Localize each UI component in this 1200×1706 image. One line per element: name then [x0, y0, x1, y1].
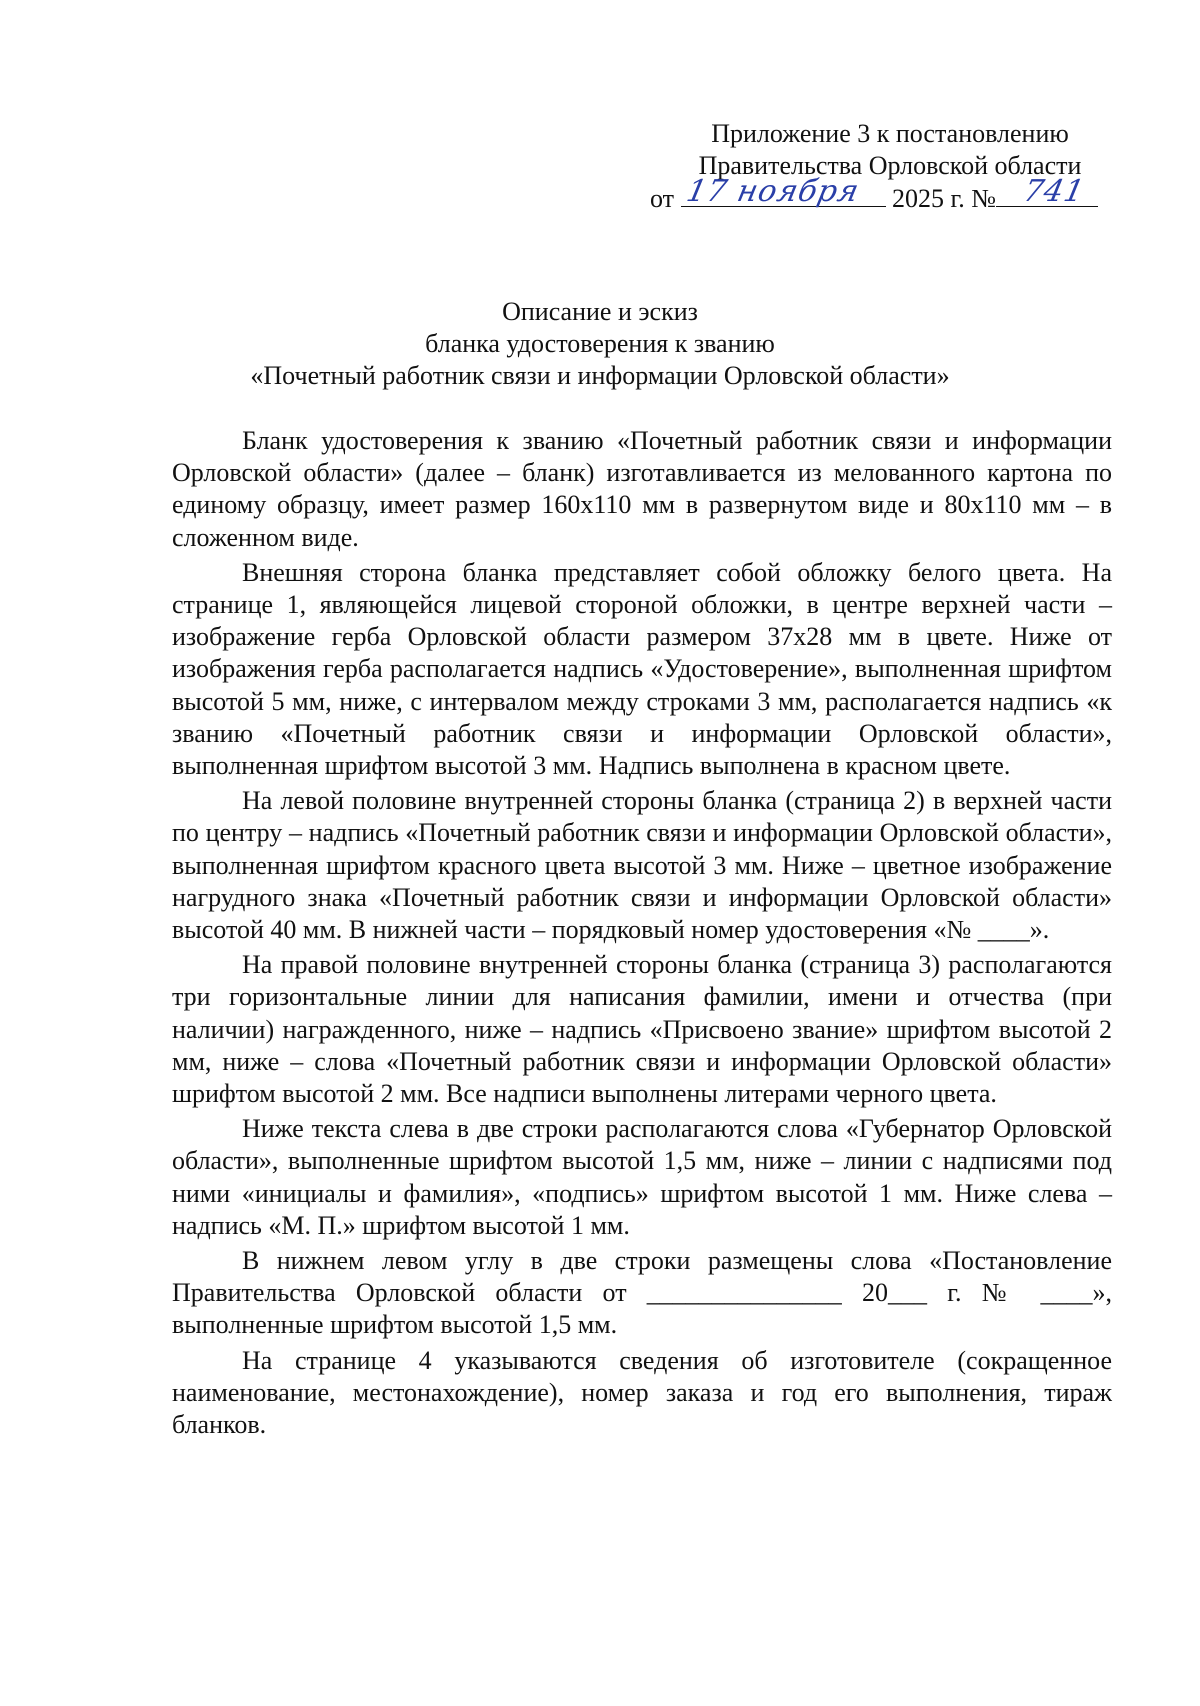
document-body — [172, 425, 1112, 1444]
title-line-1: Описание и эскиз — [502, 297, 698, 326]
title-line-2: бланка удостоверения к званию — [425, 329, 775, 358]
number-blank — [996, 174, 1098, 209]
paragraph: В нижнем левом углу в две строки размещены слова «Постановление Правительства Орловской области от _______________ 20___ г. № ____», выполненные шрифтом высотой 1,5 мм. — [172, 1246, 1112, 1340]
title-line-3: «Почетный работник связи и информации Орловской области» — [250, 361, 950, 390]
handwritten-date: 17 ноября — [682, 174, 863, 209]
paragraph: На странице 4 указываются сведения об изготовителе (сокращенное наименование, местонахождение), номер заказа и год его выполнения, тираж бланков. — [172, 1345, 1112, 1440]
appendix-date-line — [600, 174, 1180, 215]
date-blank — [681, 174, 886, 209]
paragraph: Ниже текста слева в две строки располагаются слова «Губернатор Орловской области», выполненные шрифтом высотой 1,5 мм, ниже – линии с надписями под ними «инициалы и фамилия», «подпись» шрифтом высотой 1 мм. Ниже слева – надпись «М. П.» шрифтом высотой 1 мм. — [172, 1114, 1112, 1240]
appendix-line-1: Приложение 3 к постановлению — [711, 119, 1069, 148]
appendix-header — [600, 118, 1180, 215]
year-number-label: 2025 г. № — [892, 184, 997, 213]
date-prefix: от — [650, 184, 675, 213]
paragraph: Бланк удостоверения к званию «Почетный работник связи и информации Орловской области» (далее – бланк) изготавливается из мелованного картона по единому образцу, имеет размер 160x110 мм в развернутом виде и 80x110 мм – в сложенном виде. — [172, 426, 1112, 552]
handwritten-number: 741 — [1020, 174, 1089, 209]
paragraph: На левой половине внутренней стороны бланка (страница 2) в верхней части по центру – надпись «Почетный работник связи и информации Орловской области», выполненная шрифтом красного цвета высотой 3 мм. Ниже – цветное изображение нагрудного знака «Почетный работник связи и информации Орловской области» высотой 40 мм. В нижней части – порядковый номер удостоверения «№ ____». — [172, 786, 1112, 945]
paragraph: Внешняя сторона бланка представляет собой обложку белого цвета. На странице 1, являющейся лицевой стороной обложки, в центре верхней части – изображение герба Орловской области размером 37x28 мм в цвете. Ниже от изображения герба располагается надпись «Удостоверение», выполненная шрифтом высотой 5 мм, ниже, с интервалом между строками 3 мм, располагается надпись «к званию «Почетный работник связи и информации Орловской области», выполненная шрифтом высотой 3 мм. Надпись выполнена в красном цвете. — [172, 557, 1112, 781]
appendix-line-2: Правительства Орловской области — [698, 151, 1082, 180]
paragraph: На правой половине внутренней стороны бланка (страница 3) располагаются три горизонтальные линии для написания фамилии, имени и отчества (при наличии) награжденного, ниже – надпись «Присвоено звание» шрифтом высотой 2 мм, ниже – слова «Почетный работник связи и информации Орловской области» шрифтом высотой 2 мм. Все надписи выполнены литерами черного цвета. — [172, 950, 1112, 1109]
document-title — [60, 296, 1140, 392]
